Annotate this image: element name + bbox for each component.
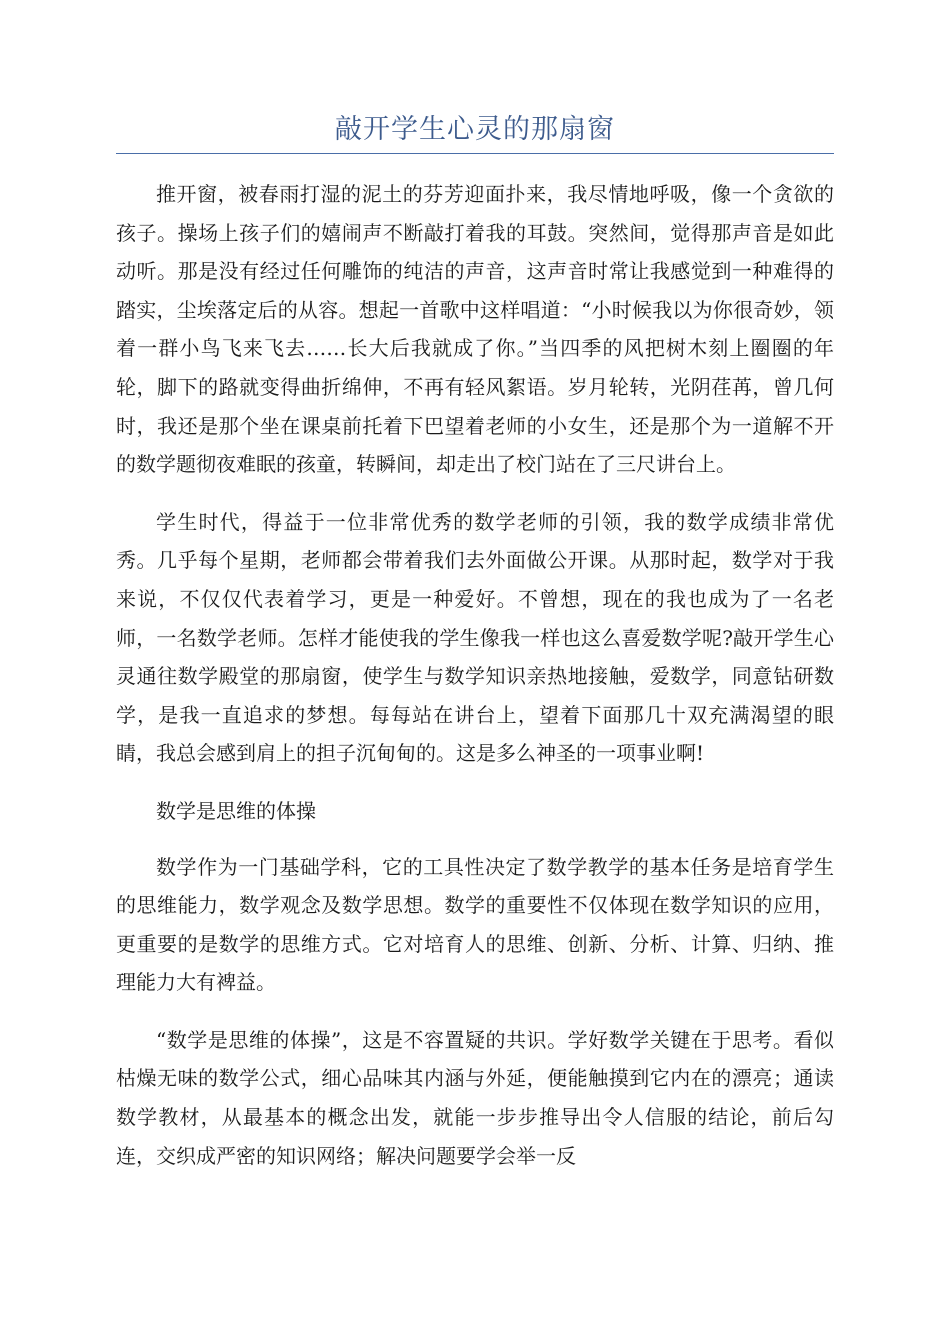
paragraph: 学生时代，得益于一位非常优秀的数学老师的引领，我的数学成绩非常优秀。几乎每个星期，老师都会带着我们去外面做公开课。从那时起，数学对于我来说，不仅仅代表着学习，更是一种爱好。不曾想，现在的我也成为了一名老师，一名数学老师。怎样才能使我的学生像我一样也这么喜爱数学呢?敲开学生心灵通往数学殿堂的那扇窗，使学生与数学知识亲热地接触，爱数学，同意钻研数学，是我一直追求的梦想。每每站在讲台上，望着下面那几十双充满渴望的眼睛，我总会感到肩上的担子沉甸甸的。这是多么神圣的一项事业啊!	[116, 509, 834, 766]
paragraph: 数学作为一门基础学科，它的工具性决定了数学教学的基本任务是培育学生的思维能力，数学观念及数学思想。数学的重要性不仅体现在数学知识的应用，更重要的是数学的思维方式。它对培育人的思维、创新、分析、计算、归纳、推理能力大有裨益。	[116, 854, 834, 995]
paragraph: “数学是思维的体操”，这是不容置疑的共识。学好数学关键在于思考。看似枯燥无味的数学公式，细心品味其内涵与外延，便能触摸到它内在的漂亮；通读数学教材，从最基本的概念出发，就能一步步推导出令人信服的结论，前后勾连，交织成严密的知识网络；解决问题要学会举一反	[116, 1027, 834, 1168]
title-underline	[116, 153, 834, 154]
document-body	[116, 175, 834, 1194]
document-title: 敲开学生心灵的那扇窗	[335, 114, 615, 145]
paragraph: 推开窗，被春雨打湿的泥土的芬芳迎面扑来，我尽情地呼吸，像一个贪欲的孩子。操场上孩子们的嬉闹声不断敲打着我的耳鼓。突然间，觉得那声音是如此动听。那是没有经过任何雕饰的纯洁的声音，这声音时常让我感觉到一种难得的踏实，尘埃落定后的从容。想起一首歌中这样唱道：“小时候我以为你很奇妙，领着一群小鸟飞来飞去……长大后我就成了你。”当四季的风把树木刻上圈圈的年轮，脚下的路就变得曲折绵伸，不再有轻风絮语。岁月轮转，光阴荏苒，曾几何时，我还是那个坐在课桌前托着下巴望着老师的小女生，还是那个为一道解不开的数学题彻夜难眠的孩童，转瞬间，却走出了校门站在了三尺讲台上。	[116, 182, 834, 477]
section-heading: 数学是思维的体操	[156, 798, 316, 823]
